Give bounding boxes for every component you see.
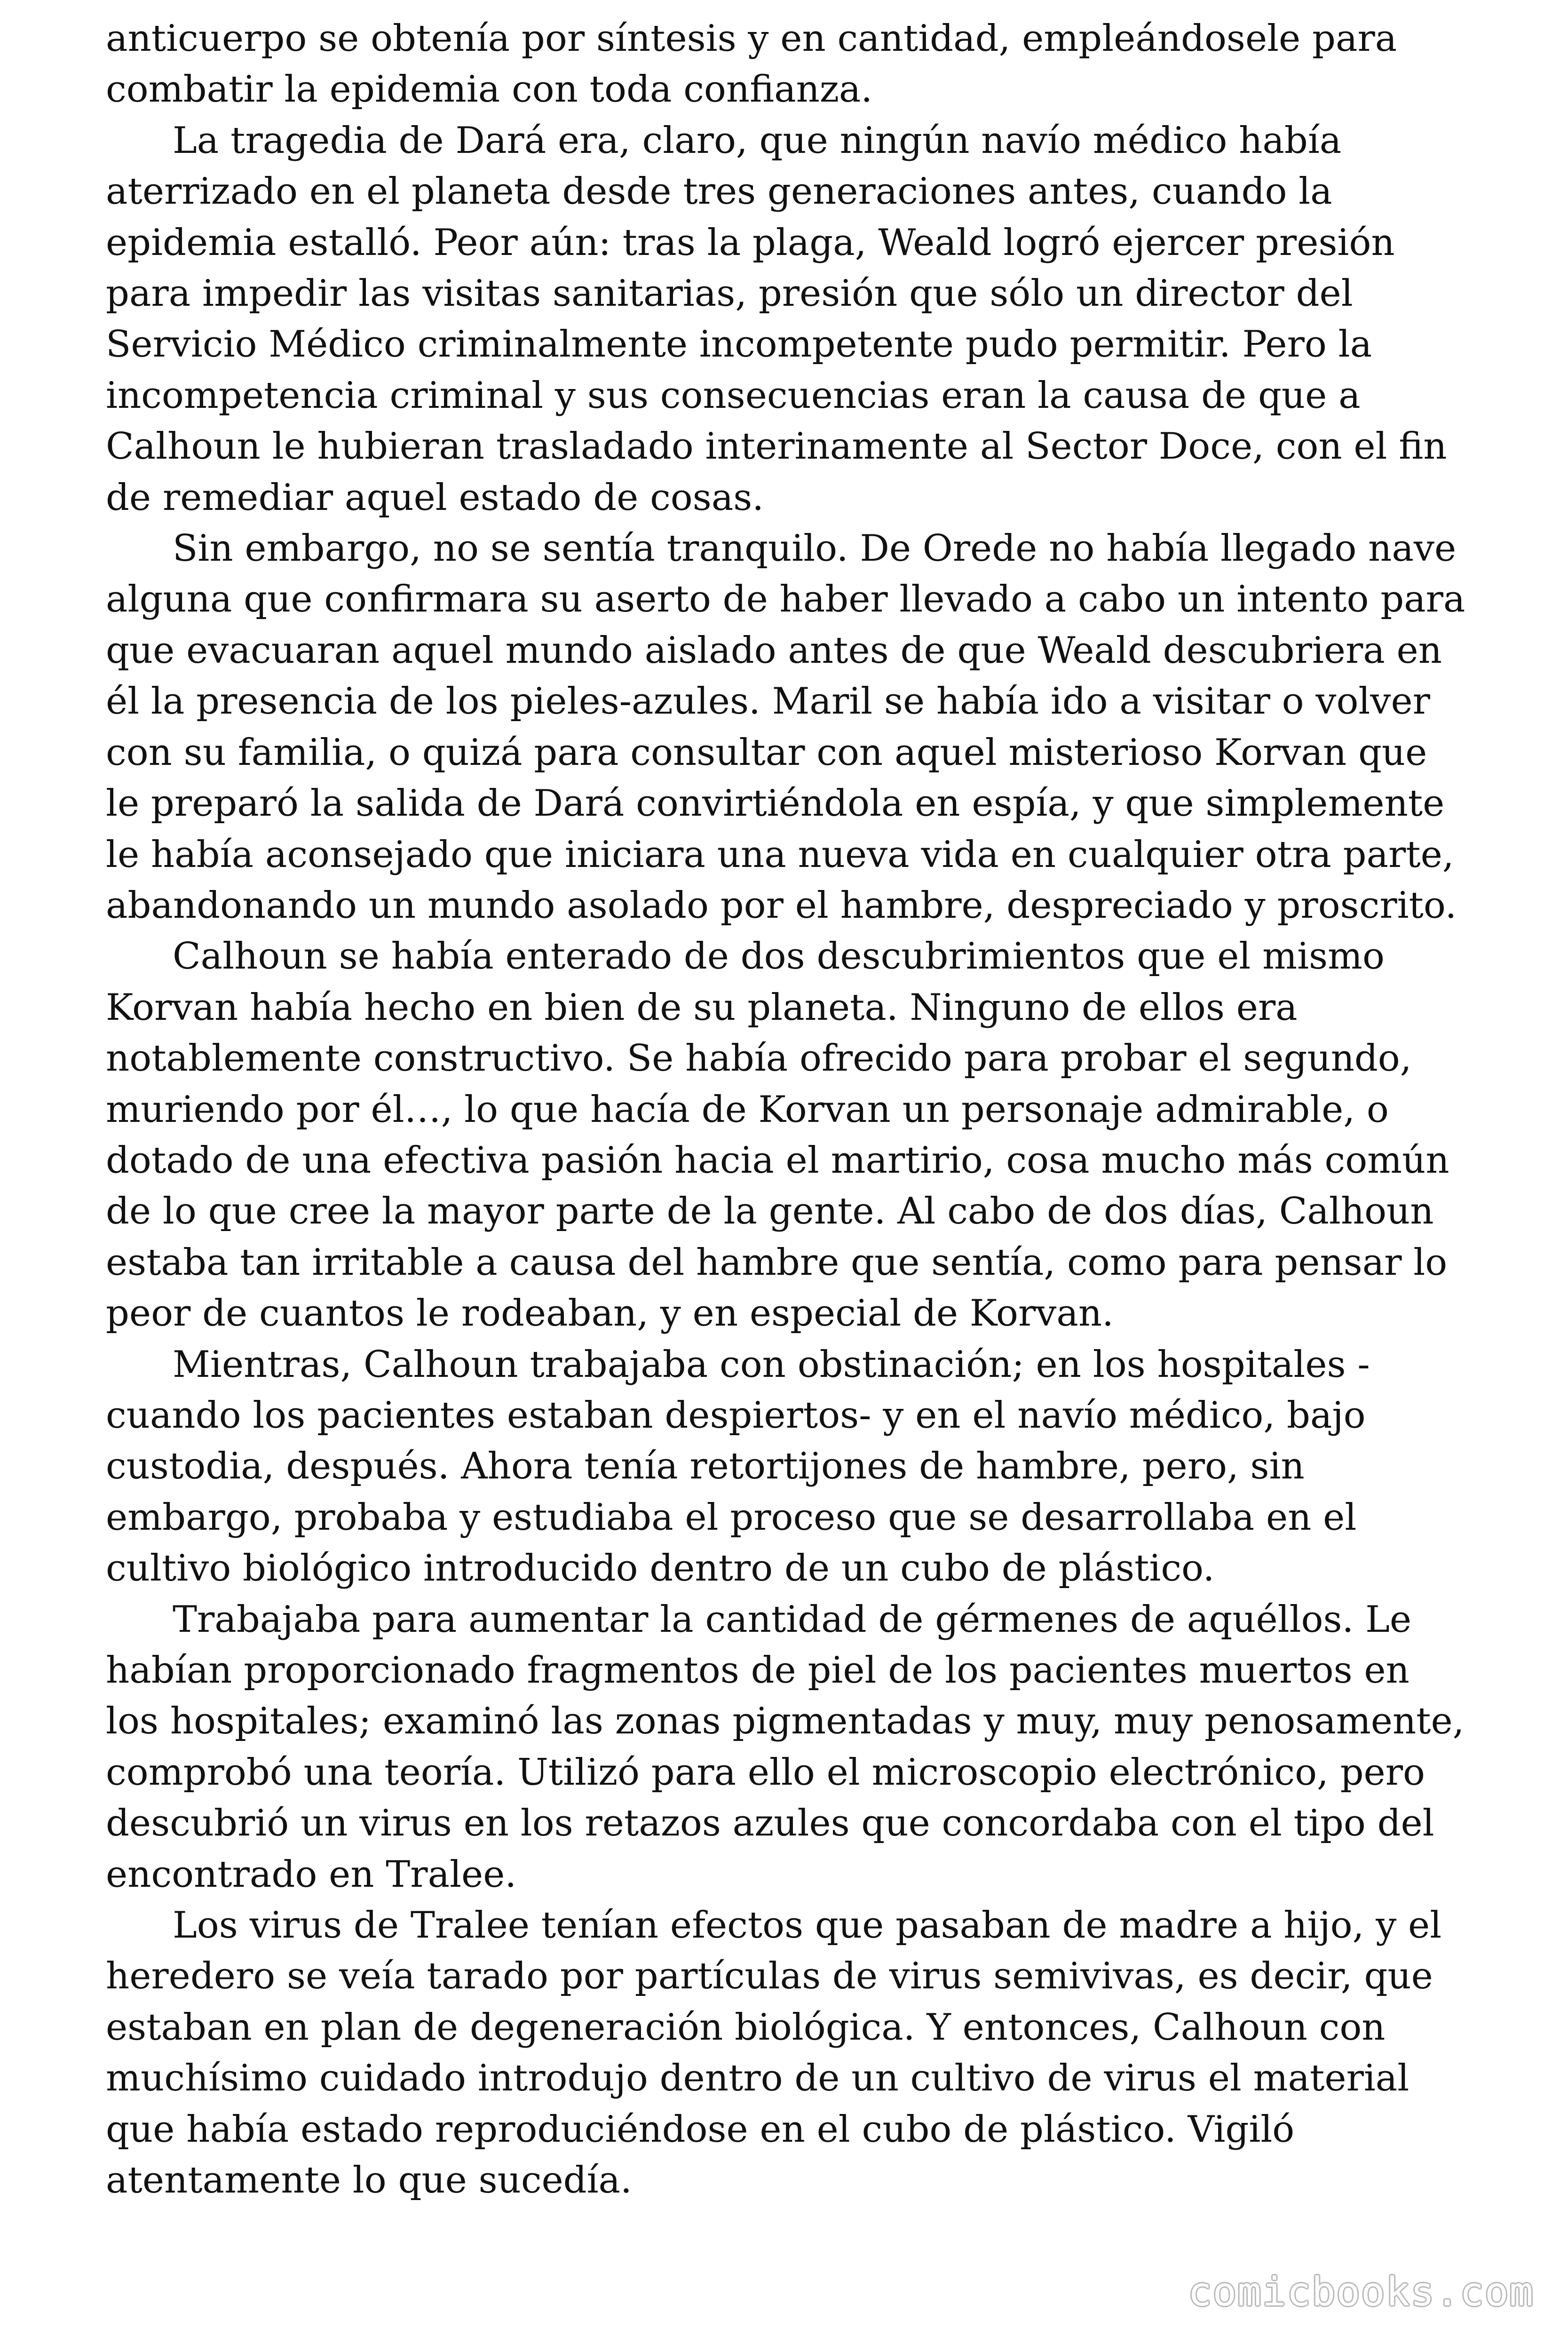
paragraph-4: Calhoun se había enterado de dos descubrimientos que el mismo Korvan había hecho en bien de su planeta. Ninguno de ellos era notablemente constructivo. Se había ofrecido para probar el segundo, muriendo por él…, lo que hacía de Korvan un personaje admirable, o dotado de una efectiva pasión hacia el martirio, cosa mucho más común de lo que cree la mayor parte de la gente. Al cabo de dos días, Calhoun estaba tan irritable a causa del hambre que sentía, como para pensar lo peor de cuantos le rodeaban, y en especial de Korvan. bbox=[106, 935, 1449, 1335]
paragraph-1: anticuerpo se obtenía por síntesis y en cantidad, empleándosele para combatir la epidemia con toda confianza. bbox=[106, 17, 1397, 111]
paragraph-2: La tragedia de Dará era, claro, que ningún navío médico había aterrizado en el planeta desde tres generaciones antes, cuando la epidemia estalló. Peor aún: tras la plaga, Weald logró ejercer presión para impedir las visitas sanitarias, presión que sólo un director del Servicio Médico criminalmente incompetente pudo permitir. Pero la incompetencia criminal y sus consecuencias eran la causa de que a Calhoun le hubieran trasladado interinamente al Sector Doce, con el fin de remediar aquel estado de cosas. bbox=[106, 119, 1447, 519]
paragraph-5: Mientras, Calhoun trabajaba con obstinación; en los hospitales -cuando los pacientes estaban despiertos- y en el navío médico, bajo custodia, después. Ahora tenía retortijones de hambre, pero, sin embargo, probaba y estudiaba el proceso que se desarrollaba en el cultivo biológico introducido dentro de un cubo de plástico. bbox=[106, 1343, 1370, 1590]
paragraph-3: Sin embargo, no se sentía tranquilo. De Orede no había llegado nave alguna que confirmara su aserto de haber llevado a cabo un intento para que evacuaran aquel mundo aislado antes de que Weald descubriera en él la presencia de los pieles-azules. Maril se había ido a visitar o volver con su familia, o quizá para consultar con aquel misterioso Korvan que le preparó la salida de Dará convirtiéndola en espía, y que simplemente le había aconsejado que iniciara una nueva vida en cualquier otra parte, abandonando un mundo asolado por el hambre, despreciado y proscrito. bbox=[106, 527, 1465, 927]
paragraph-7: Los virus de Tralee tenían efectos que pasaban de madre a hijo, y el heredero se veía tarado por partículas de virus semivivas, es decir, que estaban en plan de degeneración biológica. Y entonces, Calhoun con muchísimo cuidado introdujo dentro de un cultivo de virus el material que había estado reproduciéndose en el cubo de plástico. Vigiló atentamente lo que sucedía. bbox=[106, 1904, 1442, 2202]
page-text bbox=[106, 13, 1470, 2252]
watermark: comicbooks.com bbox=[1188, 2269, 1534, 2315]
paragraph-6: Trabajaba para aumentar la cantidad de gérmenes de aquéllos. Le habían proporcionado fragmentos de piel de los pacientes muertos en los hospitales; examinó las zonas pigmentadas y muy, muy penosamente, comprobó una teoría. Utilizó para ello el microscopio electrónico, pero descubrió un virus en los retazos azules que concordaba con el tipo del encontrado en Tralee. bbox=[106, 1598, 1465, 1896]
